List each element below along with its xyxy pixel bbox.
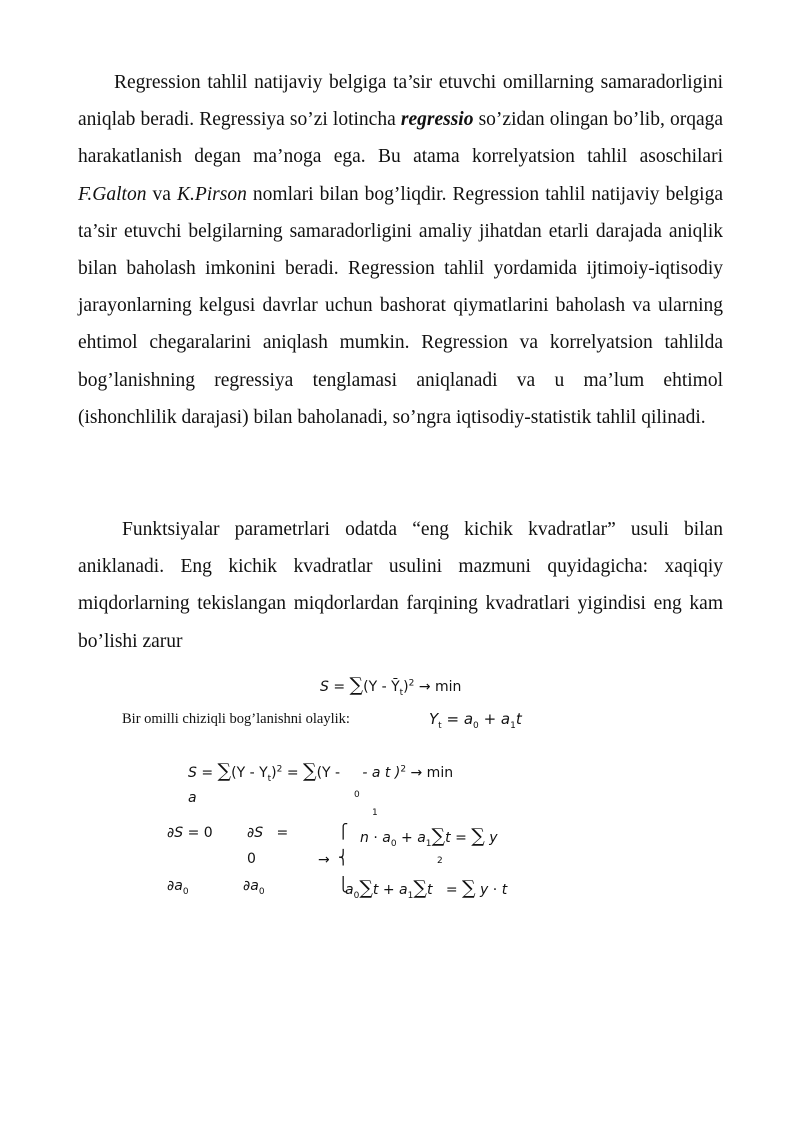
formula-sum-squares: $S = \sum(Y - Y_t)^2 = \sum(Y$ - - a t )$^2$ → min xyxy=(188,760,454,784)
partial-derivative-2-zero: 0 xyxy=(247,851,256,867)
paragraph-least-squares: Funktsiyalar parametrlari odatda “eng kichik kvadratlar” usuli bilan aniklanadi. Eng kichik kvadratlar usulini mazmuni quyidagicha: xaqiqiy miqdorlarning tekislangan miqdorlardan farqining kvadratlari yigindisi eng kam bo’lishi zarur xyxy=(78,519,723,652)
p1-text-2: so’zidan olingan bo’lib, orqaga harakatlanish degan ma’noga ega. Bu atama korrelyatsion tahlil asoschilari xyxy=(78,109,723,168)
term-regressio: regressio xyxy=(400,109,474,131)
partial-derivative-2-denominator: $\partial a_0$ xyxy=(243,878,265,897)
paragraph-regression-intro xyxy=(78,64,723,436)
implies-arrow: → xyxy=(318,852,330,868)
system-brace-bottom: ⎩ xyxy=(338,877,349,893)
formula-sum-squares-sub0: 0 xyxy=(354,790,360,800)
normal-equation-superscript: 2 xyxy=(437,856,443,866)
partial-derivative-1-denominator: $\partial a_0$ xyxy=(167,878,189,897)
normal-equation-1: $n \cdot a_0 + a_1\sum t$ = ∑ y xyxy=(360,825,498,849)
partial-derivative-2: ∂S = xyxy=(247,825,289,841)
label-one-factor: Bir omilli chiziqli bog’lanishni olaylik: xyxy=(122,711,350,727)
formula-sum-squares-a: a xyxy=(188,790,197,806)
formula-least-squares: $S = \sum(Y - Ȳ_t)^2 \to \min$ xyxy=(320,674,462,698)
partial-derivative-1: ∂S = 0 xyxy=(167,825,213,841)
formula-sum-squares-sub1: 1 xyxy=(372,808,378,818)
normal-equation-2: $a_0\sum t + a_1\sum t$ = ∑ y · t xyxy=(345,877,508,901)
system-brace-mid: ⎨ xyxy=(338,850,349,866)
formula-linear-model: $Y_t = a_0 + a_1t$ xyxy=(429,710,522,731)
p1-text-1: Regression tahlil natijaviy belgiga ta’sir etuvchi omillarning samaradorligini aniqlab beradi. Regressiya so’zi lotincha xyxy=(78,72,723,131)
p1-text-4: nomlari bilan bog’liqdir. Regression tahlil natijaviy belgiga ta’sir etuvchi belgilarning samaradorligini amaliy jihatdan etarli darajada aniqlik bilan baholash imkonini beradi. Regression tahlil yordamida ijtimoiy-iqtisodiy jarayonlarning kelgusi davrlar uchun bashorat qiymatlarini baholash va ularning ehtimol chegaralarini aniqlash mumkin. Regression va korrelyatsion tahlilda bog’lanishning regressiya tenglamasi aniqlanadi va u ma’lum ehtimol (ishonchlilik darajasi) bilan baholanadi, so’ngra iqtisodiy-statistik tahlil qilinadi. xyxy=(78,183,724,428)
system-brace-top: ⎧ xyxy=(338,824,349,840)
name-galton: F.Galton xyxy=(78,183,147,205)
name-pirson: K.Pirson xyxy=(176,183,247,205)
p1-text-3: va xyxy=(146,183,177,205)
